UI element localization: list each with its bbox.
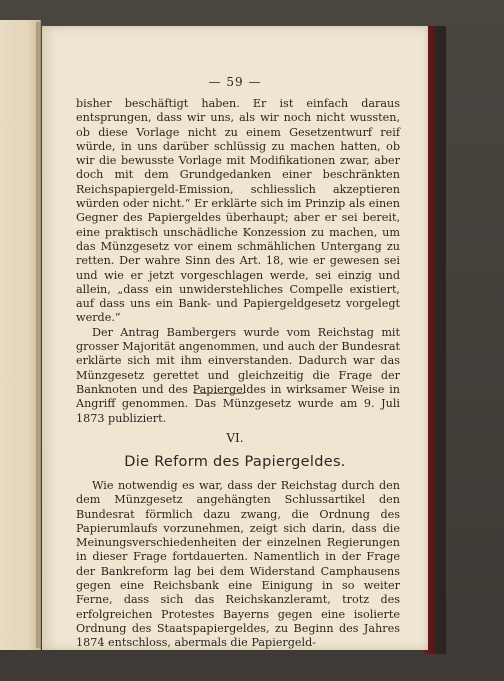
lower-text-block xyxy=(76,479,400,651)
section-title: Die Reform des Papiergeldes. xyxy=(124,454,346,470)
section-number: VI. xyxy=(226,431,244,445)
upper-text-block xyxy=(76,97,400,426)
left-page-edge xyxy=(0,20,41,650)
paragraph: bisher beschäftigt haben. Er ist einfach daraus entsprungen, dass wir uns, als wir noch nicht wussten, ob diese Vorlage nicht zu einem Gesetzentwurf reif würde, in uns darüber schlüssig zu machen hatten, ob wir die bewusste Vorlage mit Modifikationen zwar, aber doch mit dem Grundgedanken einer beschränkten Reichspapiergeld-Emission, schliesslich akzeptieren würden oder nicht.“ Er erklärte sich im Prinzip als einen Gegner des Papiergeldes überhaupt; aber er sei bereit, eine praktisch unschädliche Konzession zu machen, um das Münzgesetz vor einem schmählichen Untergang zu retten. Der wahre Sinn des Art. 18, wie er gewesen sei und wie er jetzt vorgeschlagen werde, sei einzig und allein, „dass ein unwiderstehliches Compelle existiert, auf dass uns ein Bank- und Papiergeldgesetz vorgelegt werde.“ xyxy=(76,97,400,325)
page-number: — 59 — xyxy=(208,75,262,89)
paragraph: Der Antrag Bambergers wurde vom Reichstag mit grosser Majorität angenommen, und auch der Bundesrat erklärte sich mit ihm einverstanden. Dadurch war das Münzgesetz gerettet und gleichzeitig die Frage der Banknoten und des Papiergeldes in wirksamer Weise in Angriff genommen. Das Münzgesetz wurde am 9. Juli 1873 publiziert. xyxy=(76,325,400,425)
paragraph: Wie notwendig es war, dass der Reichstag durch den dem Münzgesetz angehängten Schlussartikel den Bundesrat förmlich dazu zwang, die Ordnung des Papierumlaufs vorzunehmen, zeigt sich darin, dass die Meinungsverschiedenheiten der einzelnen Regierungen in dieser Frage fortdauerten. Namentlich in der Frage der Bankreform lag bei dem Widerstand Camphausens gegen eine Reichsbank eine Einigung in so weiter Ferne, dass sich das Reichskanzleramt, trotz des erfolgreichen Protestes Bayerns gegen eine isolierte Ordnung des Staatspapiergeldes, zu Beginn des Jahres 1874 entschloss, abermals die Papiergeld- xyxy=(76,479,400,650)
book-page xyxy=(42,26,428,650)
section-divider xyxy=(194,393,244,394)
